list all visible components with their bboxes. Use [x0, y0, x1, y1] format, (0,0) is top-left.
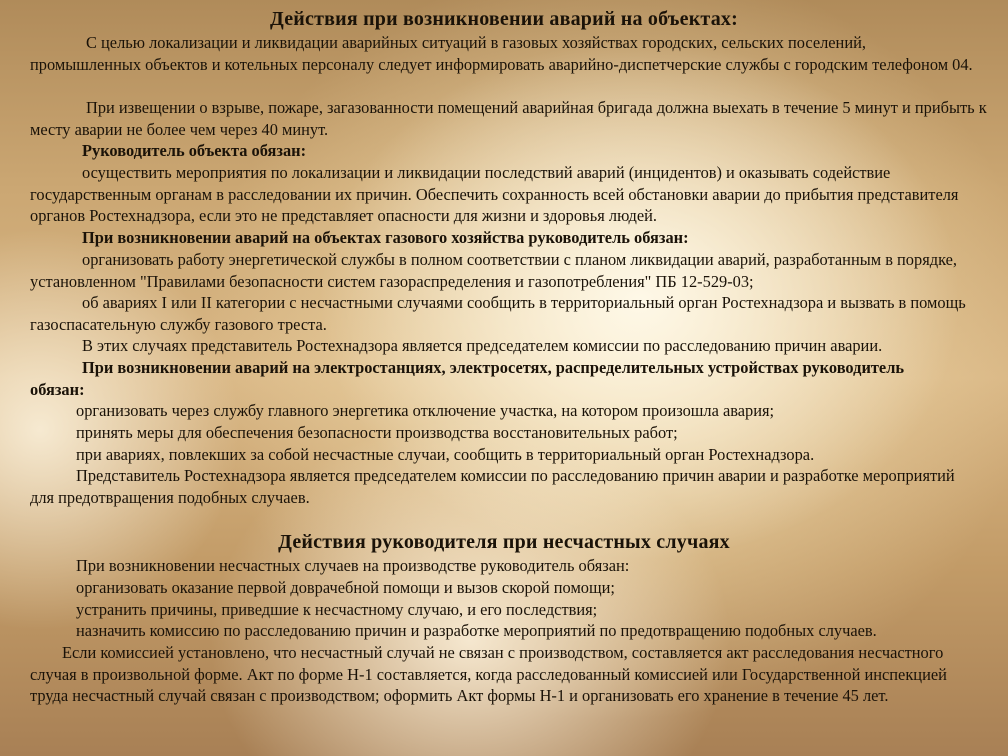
paragraph-report: при авариях, повлекших за собой несчастные случаи, сообщить в территориальный орган Ростехнадзора.	[76, 445, 815, 464]
paragraph-brigade: При извещении о взрыве, пожаре, загазованности помещений аварийная бригада должна выехать в течение 5 минут и прибыть к месту аварии не более чем через 40 минут.	[30, 98, 987, 139]
heading-gas-facilities: При возникновении аварий на объектах газового хозяйства руководитель обязан:	[82, 228, 689, 247]
paragraph-energy-service: организовать работу энергетической службы в полном соответствии с планом ликвидации аварий, разработанным в порядке, установленном "Правилами безопасности систем газораспределения и газопотребления" ПБ 12-529-03;	[30, 250, 958, 291]
paragraph-commission-chair: Представитель Ростехнадзора является председателем комиссии по расследованию причин аварии и разработке мероприятий для предотвращения подобных случаев.	[30, 466, 955, 507]
section-title-injuries: Действия руководителя при несчастных случаях	[278, 531, 730, 553]
paragraph-appoint-commission: назначить комиссию по расследованию причин и разработке мероприятий по предотвращению подобных случаев.	[76, 621, 877, 640]
section-title-accidents: Действия при возникновении аварий на объектах:	[270, 8, 738, 30]
heading-power-facilities: При возникновении аварий на электростанциях, электросетях, распределительных устройствах руководитель обязан:	[30, 358, 905, 399]
paragraph-manager-duties: осуществить мероприятия по локализации и ликвидации последствий аварий (инцидентов) и оказывать содействие государственным органам в расследовании их причин. Обеспечить сохранность всей обстановки аварии до прибытия представителя органов Ростехнадзора, если это не представляет опасности для жизни и здоровья людей.	[30, 163, 959, 225]
heading-object-manager: Руководитель объекта обязан:	[82, 141, 307, 160]
paragraph-eliminate-causes: устранить причины, приведшие к несчастному случаю, и его последствия;	[76, 600, 598, 619]
paragraph-rostekhnadzor-chair: В этих случаях представитель Ростехнадзора является председателем комиссии по расследованию причин аварии.	[82, 336, 883, 355]
paragraph-dispatch: С целью локализации и ликвидации аварийных ситуаций в газовых хозяйствах городских, сельских поселений, промышленных объектов и котельных персоналу следует информировать аварийно-диспетчерские службы с городским телефоном 04.	[30, 33, 973, 74]
paragraph-first-aid: организовать оказание первой доврачебной помощи и вызов скорой помощи;	[76, 578, 615, 597]
paragraph-act-h1: Если комиссией установлено, что несчастный случай не связан с производством, составляется акт расследования несчастного случая в произвольной форме. Акт по форме Н-1 составляется, когда расследованный комиссией или Государственной инспекцией труда несчастный случай связан с производством; оформить Акт формы Н-1 и организовать его хранение в течение 45 лет.	[30, 643, 947, 705]
paragraph-injury-intro: При возникновении несчастных случаев на производстве руководитель обязан:	[76, 556, 630, 575]
paragraph-disconnect: организовать через службу главного энергетика отключение участка, на котором произошла авария;	[76, 401, 775, 420]
paragraph-category-accidents: об авариях I или II категории с несчастными случаями сообщить в территориальный орган Ростехнадзора и вызвать в помощь газоспасательную службу газового треста.	[30, 293, 966, 334]
paragraph-safety-measures: принять меры для обеспечения безопасности производства восстановительных работ;	[76, 423, 678, 442]
